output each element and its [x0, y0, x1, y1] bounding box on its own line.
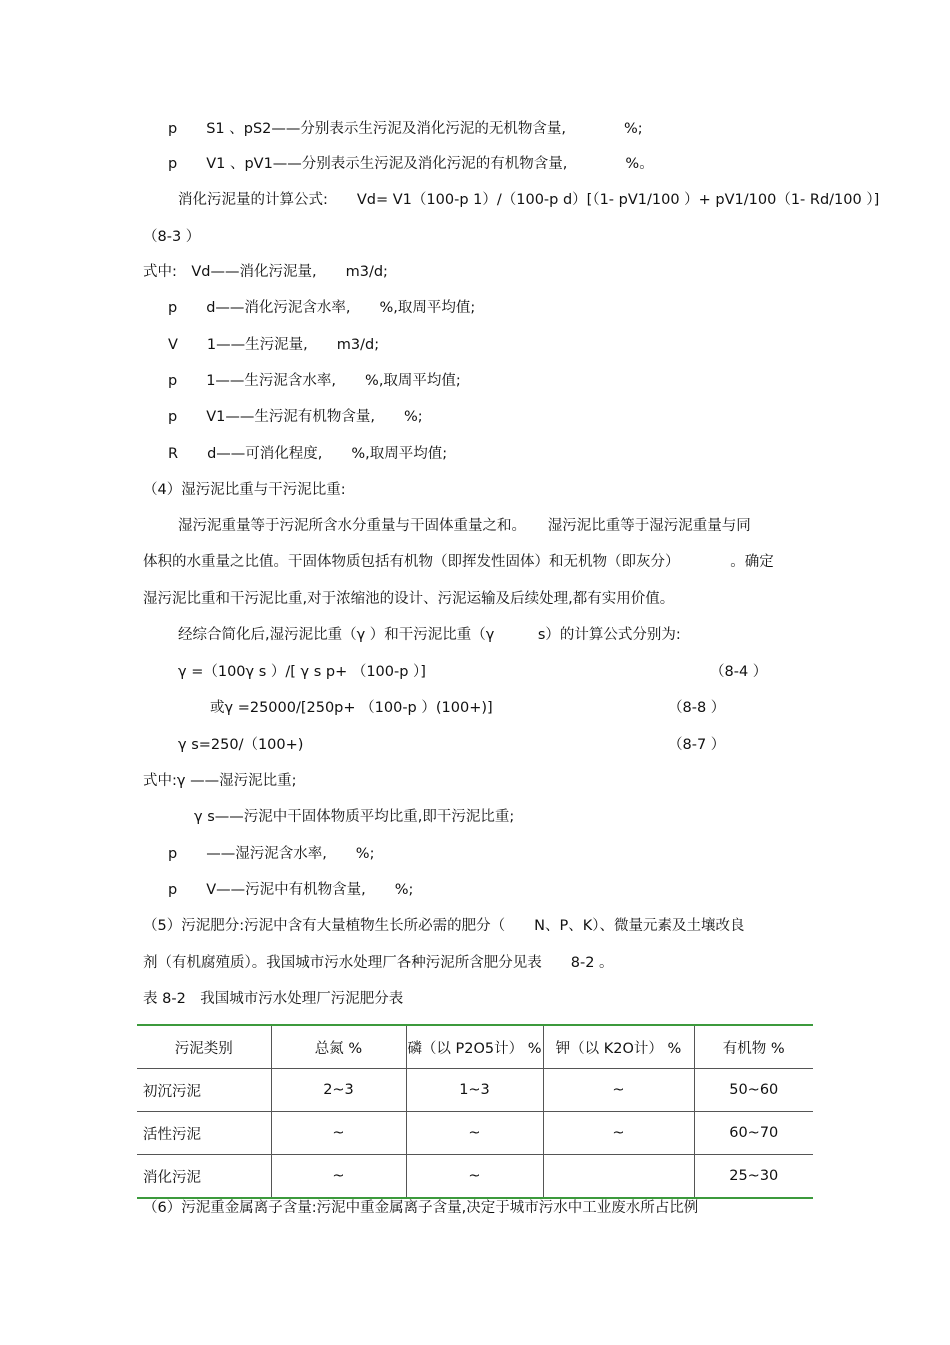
- table-cell: ~: [543, 1112, 694, 1155]
- col-total-nitrogen: 总氮 %: [271, 1025, 406, 1069]
- text-line: γ s——污泥中干固体物质平均比重,即干污泥比重;: [194, 809, 515, 825]
- text-line: 经综合简化后,湿污泥比重（γ ）和干污泥比重（γ s）的计算公式分别为:: [178, 627, 681, 643]
- text-line: p 1——生污泥含水率, %,取周平均值;: [168, 373, 461, 389]
- table-cell: [543, 1155, 694, 1199]
- table-cell: ~: [271, 1112, 406, 1155]
- table-cell: 活性污泥: [137, 1112, 271, 1155]
- text-line: p V——污泥中有机物含量, %;: [168, 882, 414, 898]
- text-line: 体积的水重量之比值。干固体物质包括有机物（即挥发性固体）和无机物（即灰分） 。确定: [143, 554, 774, 570]
- text-line: R d——可消化程度, %,取周平均值;: [168, 446, 448, 462]
- table-header-row: [137, 1025, 813, 1069]
- text-line: p d——消化污泥含水率, %,取周平均值;: [168, 300, 476, 316]
- col-potassium: 钾（以 K2O计） %: [543, 1025, 694, 1069]
- table-cell: 消化污泥: [137, 1155, 271, 1199]
- text-line: 式中: Vd——消化污泥量, m3/d;: [143, 264, 388, 280]
- equation-number: （8-4 ）: [710, 664, 768, 680]
- sludge-fertilizer-table: [137, 1024, 813, 1199]
- equation-number: （8-8 ）: [668, 700, 726, 716]
- table-cell: 2~3: [271, 1069, 406, 1112]
- text-line: （8-3 ）: [143, 229, 201, 245]
- col-sludge-type: 污泥类别: [137, 1025, 271, 1069]
- text-line: （5）污泥肥分:污泥中含有大量植物生长所必需的肥分（ N、P、K）、微量元素及土壤改良: [143, 918, 745, 934]
- text-line: p V1 、pV1——分别表示生污泥及消化污泥的有机物含量, %。: [168, 156, 654, 172]
- text-line: 或γ =25000/[250p+ （100-p ）(100+)]: [210, 700, 493, 716]
- text-line: γ s=250/（100+): [178, 737, 304, 753]
- text-line: 式中:γ ——湿污泥比重;: [143, 773, 297, 789]
- table-cell: ~: [543, 1069, 694, 1112]
- text-line: 消化污泥量的计算公式: Vd= V1（100-p 1）/（100-p d）[（1- pV1/100 ）+ pV1/100（1- Rd/100 ）]: [178, 192, 880, 208]
- table-cell: ~: [406, 1155, 543, 1199]
- table-cell: 50~60: [694, 1069, 813, 1112]
- table-row: [137, 1155, 813, 1199]
- col-phosphorus: 磷（以 P2O5计） %: [406, 1025, 543, 1069]
- table-cell: 60~70: [694, 1112, 813, 1155]
- text-line: 湿污泥重量等于污泥所含水分重量与干固体重量之和。 湿污泥比重等于湿污泥重量与同: [178, 518, 751, 534]
- equation-number: （8-7 ）: [668, 737, 726, 753]
- table-cell: 1~3: [406, 1069, 543, 1112]
- text-line: （4）湿污泥比重与干污泥比重:: [143, 482, 346, 498]
- text-line: V 1——生污泥量, m3/d;: [168, 337, 380, 353]
- text-line: p ——湿污泥含水率, %;: [168, 846, 375, 862]
- table-cell: 初沉污泥: [137, 1069, 271, 1112]
- table-row: [137, 1112, 813, 1155]
- table-cell: ~: [271, 1155, 406, 1199]
- text-line: 湿污泥比重和干污泥比重,对于浓缩池的设计、污泥运输及后续处理,都有实用价值。: [143, 591, 675, 607]
- text-line: γ =（100γ s ）/[ γ s p+ （100-p ）]: [178, 664, 426, 680]
- text-line: p V1——生污泥有机物含量, %;: [168, 409, 423, 425]
- text-line: 剂（有机腐殖质）。我国城市污水处理厂各种污泥所含肥分见表 8-2 。: [143, 955, 614, 971]
- text-line: （6）污泥重金属离子含量:污泥中重金属离子含量,决定于城市污水中工业废水所占比例: [143, 1200, 699, 1216]
- table-cell: 25~30: [694, 1155, 813, 1199]
- col-organic-matter: 有机物 %: [694, 1025, 813, 1069]
- table-cell: ~: [406, 1112, 543, 1155]
- text-line: p S1 、pS2——分别表示生污泥及消化污泥的无机物含量, %;: [168, 121, 643, 137]
- table-row: [137, 1069, 813, 1112]
- text-line: 表 8-2 我国城市污水处理厂污泥肥分表: [143, 991, 404, 1007]
